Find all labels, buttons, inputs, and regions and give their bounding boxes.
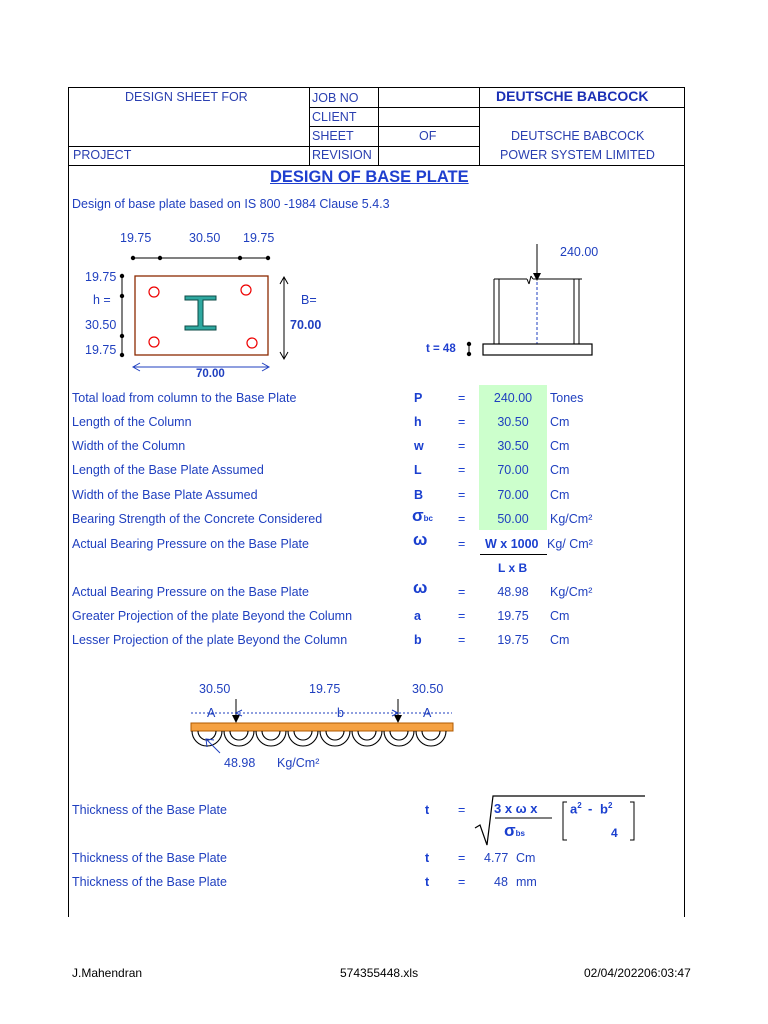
formula-denominator: L x B	[498, 561, 528, 575]
formula-equals: =	[458, 803, 466, 817]
row-value: 19.75	[497, 609, 529, 623]
row-unit: Kg/Cm²	[550, 512, 593, 526]
row-unit: Tones	[550, 391, 584, 405]
design-sheet-for-label: DESIGN SHEET FOR	[125, 90, 248, 104]
footer-datetime: 02/04/202206:03:47	[584, 966, 691, 980]
left-dim-2: 30.50	[85, 318, 117, 332]
row-equals: =	[458, 609, 466, 623]
beam-dim-2: 19.75	[309, 682, 341, 696]
row-symbol: B	[414, 488, 424, 502]
row-equals: =	[458, 875, 466, 889]
beam-diagram	[0, 660, 768, 790]
row-value[interactable]: 70.00	[497, 463, 529, 477]
sheet-label: SHEET	[312, 129, 354, 143]
client-label: CLIENT	[312, 110, 357, 124]
beam-letter-b: b	[337, 706, 344, 720]
formula-label: Thickness of the Base Plate	[72, 803, 227, 817]
row-value[interactable]: 240.00	[493, 391, 533, 405]
row-label: Greater Projection of the plate Beyond the Column	[72, 609, 353, 623]
of-label: OF	[419, 129, 437, 143]
formula-four: 4	[611, 826, 618, 840]
beam-dim-1: 30.50	[199, 682, 231, 696]
row-equals: =	[458, 391, 466, 405]
t-label: t = 48	[426, 343, 456, 355]
h-label: h =	[93, 293, 111, 307]
elevation-diagram	[0, 0, 768, 400]
row-equals: =	[458, 851, 466, 865]
fraction-bar	[480, 554, 547, 555]
row-symbol: b	[414, 633, 422, 647]
row-label: Bearing Strength of the Concrete Considered	[72, 512, 323, 526]
company-line1: DEUTSCHE BABCOCK	[511, 129, 645, 143]
row-equals: =	[458, 512, 466, 526]
row-symbol: h	[414, 415, 422, 429]
row-unit: Cm	[550, 439, 570, 453]
row-unit: Cm	[550, 609, 570, 623]
row-label: Thickness of the Base Plate	[72, 851, 227, 865]
bottom-dim-value: 70.00	[196, 368, 225, 380]
b-label: B=	[301, 293, 317, 307]
company-title: DEUTSCHE BABCOCK	[496, 88, 649, 104]
row-value: 48.98	[497, 585, 529, 599]
row-label: Thickness of the Base Plate	[72, 875, 227, 889]
row-equals: =	[458, 633, 466, 647]
formula-equals: =	[458, 537, 466, 551]
formula-label: Actual Bearing Pressure on the Base Plate	[72, 537, 309, 551]
formula-unit: Kg/ Cm²	[547, 537, 593, 551]
row-value: 4.77	[484, 851, 509, 865]
row-equals: =	[458, 439, 466, 453]
row-label: Actual Bearing Pressure on the Base Plate	[72, 585, 309, 599]
row-value[interactable]: 30.50	[497, 415, 529, 429]
formula-den: σbs	[504, 821, 525, 840]
left-dim-3: 19.75	[85, 343, 117, 357]
load-value: 240.00	[560, 245, 599, 259]
footer-author: J.Mahendran	[72, 966, 143, 980]
project-label: PROJECT	[73, 148, 132, 162]
row-symbol: P	[414, 391, 423, 405]
job-no-label: JOB NO	[312, 91, 359, 105]
beam-dim-3: 30.50	[412, 682, 444, 696]
row-value[interactable]: 30.50	[497, 439, 529, 453]
row-unit: Cm	[550, 463, 570, 477]
row-symbol: t	[425, 875, 430, 889]
subtitle: Design of base plate based on IS 800 -1984 Clause 5.4.3	[72, 197, 390, 211]
omega-symbol: ω	[413, 530, 428, 549]
row-unit: Kg/Cm²	[550, 585, 593, 599]
formula-numerator: W x 1000	[485, 537, 539, 551]
row-equals: =	[458, 463, 466, 477]
top-dim-1: 19.75	[120, 231, 152, 245]
page-title: DESIGN OF BASE PLATE	[270, 168, 469, 186]
row-symbol: L	[414, 463, 422, 477]
revision-label: REVISION	[312, 148, 372, 162]
formula-b2: $b^2$	[600, 801, 613, 817]
row-symbol: w	[414, 439, 424, 453]
row-unit: Cm	[550, 488, 570, 502]
sqrt-symbol	[470, 790, 650, 850]
row-equals: =	[458, 488, 466, 502]
row-value: 19.75	[497, 633, 529, 647]
top-dim-2: 30.50	[189, 231, 221, 245]
beam-letter-a2: A	[423, 706, 432, 720]
omega-symbol: ω	[413, 578, 428, 597]
input-highlight	[479, 385, 547, 530]
row-unit: mm	[516, 875, 537, 889]
formula-minus: -	[588, 801, 593, 816]
row-equals: =	[458, 585, 466, 599]
left-dim-1: 19.75	[85, 270, 117, 284]
beam-letter-a1: A	[207, 706, 216, 720]
footer-file: 574355448.xls	[340, 966, 419, 980]
beam-pressure: 48.98	[224, 756, 256, 770]
row-label: Total load from column to the Base Plate	[72, 391, 297, 405]
row-unit: Cm	[550, 415, 570, 429]
row-symbol: t	[425, 851, 430, 865]
row-equals: =	[458, 415, 466, 429]
b-value: 70.00	[290, 318, 322, 332]
row-symbol: a	[414, 609, 421, 623]
row-label: Length of the Base Plate Assumed	[72, 463, 264, 477]
row-value[interactable]: 50.00	[497, 512, 529, 526]
row-unit: Cm	[550, 633, 570, 647]
row-value[interactable]: 70.00	[497, 488, 529, 502]
beam-pressure-unit: Kg/Cm²	[277, 756, 320, 770]
row-label: Length of the Column	[72, 415, 192, 429]
formula-a2: $a^2$	[570, 801, 582, 817]
row-label: Width of the Base Plate Assumed	[72, 488, 258, 502]
formula-symbol: t	[425, 803, 430, 817]
company-line2: POWER SYSTEM LIMITED	[500, 148, 655, 162]
row-value: 48	[494, 875, 508, 889]
formula-num: 3 x ω x	[494, 801, 538, 816]
top-dim-3: 19.75	[243, 231, 275, 245]
row-label: Lesser Projection of the plate Beyond the Column	[72, 633, 348, 647]
sigma-symbol: σbc	[412, 506, 433, 525]
row-unit: Cm	[516, 851, 536, 865]
row-label: Width of the Column	[72, 439, 186, 453]
